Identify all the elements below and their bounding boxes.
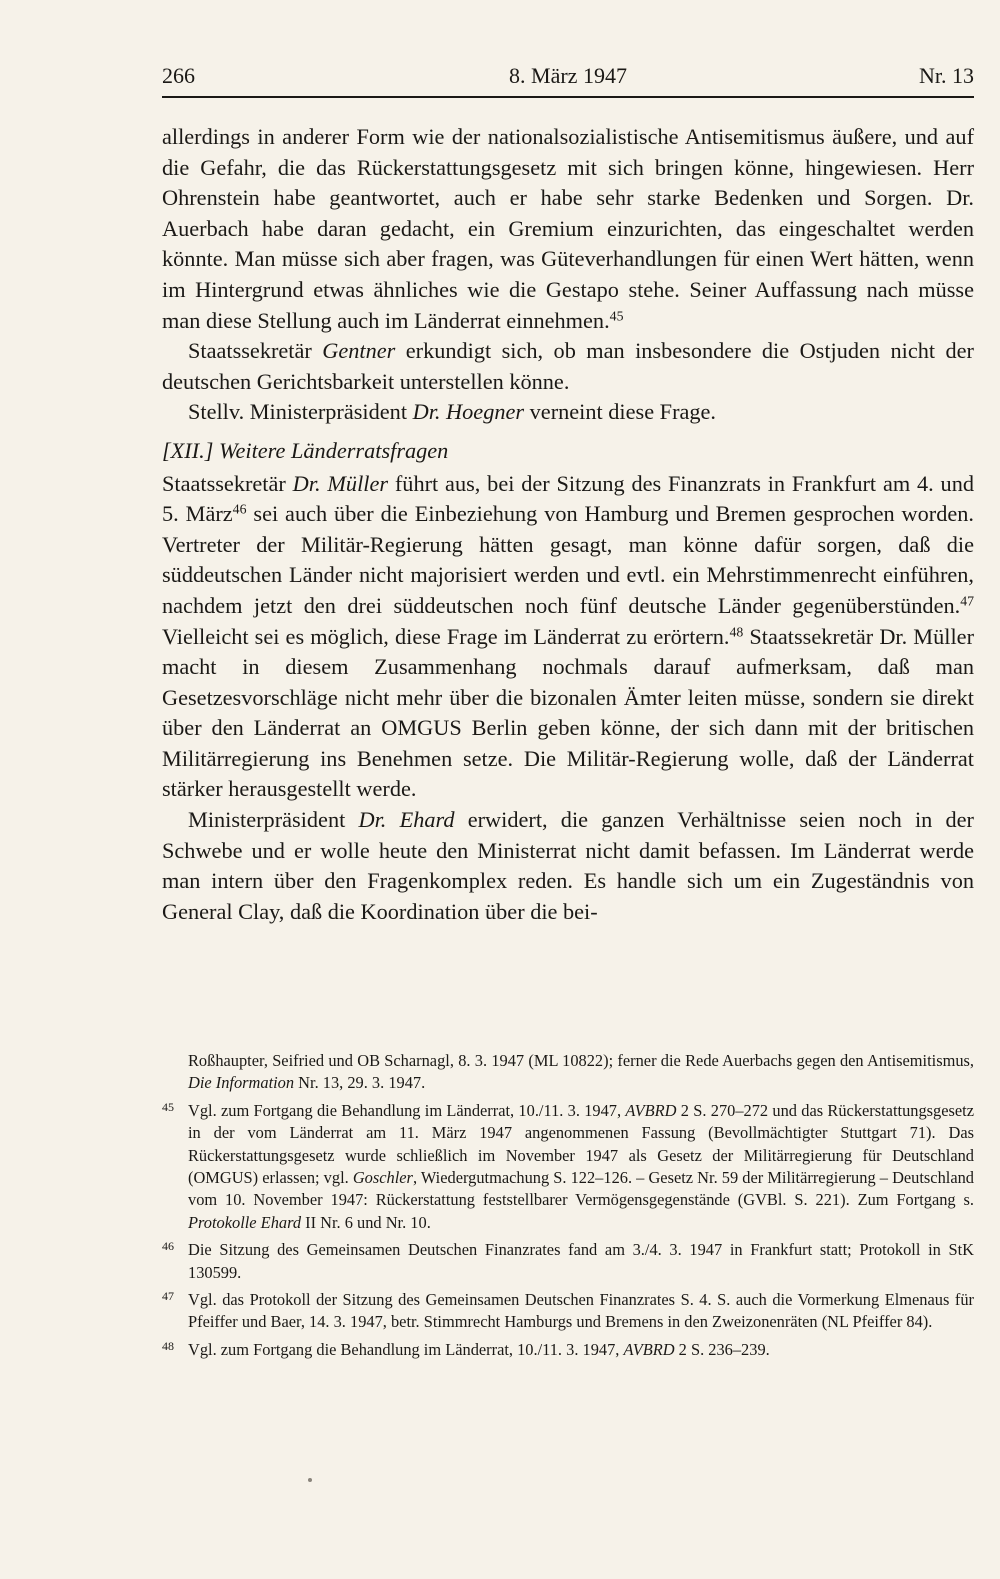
running-header — [162, 63, 974, 95]
text-run: Ministerpräsident — [188, 807, 359, 833]
text-run: verneint diese Frage. — [524, 399, 717, 425]
header-date: 8. März 1947 — [509, 63, 627, 88]
text-run: Die Sitzung des Gemeinsamen Deutschen Finanzrates fand am 3./4. 3. 1947 in Frankfurt statt; Protokoll in StK 130599. — [188, 1240, 974, 1282]
speaker-name: Gentner — [322, 338, 396, 364]
footnote-ref: 45 — [609, 307, 624, 323]
text-run: Vgl. zum Fortgang die Behandlung im Länderrat, 10./11. 3. 1947, — [188, 1339, 624, 1359]
footnote-ref: 46 — [232, 501, 247, 517]
footnote-number: 46 — [162, 1239, 174, 1254]
text-run: Vgl. zum Fortgang die Behandlung im Länderrat, 10./11. 3. 1947, — [188, 1100, 626, 1120]
footnote-ref: 47 — [960, 593, 974, 609]
paragraph — [162, 805, 974, 927]
text-run: erwidert, die ganzen Verhältnisse seien noch in der Schwebe und er wolle heute den Ministerrat nicht damit befassen. Im Länderrat werde man intern über den Fragenkomplex reden. Es handle sich um ein Zugeständnis von General Clay, daß die Koordination über die bei- — [162, 807, 974, 924]
source-title: AVBRD — [625, 1100, 677, 1120]
text-run: Staatssekretär Dr. Müller macht in diesem Zusammenhang nochmals darauf aufmerksam, daß man Gesetzesvorschläge nicht mehr über die bizonalen Ämter leiten müsse, sondern sie direkt über den Länderrat an OMGUS Berlin geben könne, der sich dann mit der britischen Militärregierung ins Benehmen setze. Die Militär-Regierung wolle, daß der Länderrat stärker herausgestellt werde. — [162, 623, 974, 802]
text-run: Roßhaupter, Seifried und OB Scharnagl, 8. 3. 1947 (ML 10822); ferner die Rede Auerbachs gegen den Antisemitismus, — [188, 1051, 974, 1070]
footnote-45 — [162, 1100, 974, 1234]
header-rule — [162, 96, 974, 98]
speaker-name: Dr. Müller — [292, 470, 389, 496]
text-run: Vgl. das Protokoll der Sitzung des Gemeinsamen Deutschen Finanzrates S. 4. S. auch die Vormerkung Elmenaus für Pfeiffer und Baer, 14. 3. 1947, betr. Stimmrecht Hamburgs und Bremens in den Zweizonenräten (NL Pfeiffer 84). — [188, 1290, 974, 1332]
text-run: Staatssekretär — [162, 470, 293, 496]
author-name: Goschler — [352, 1168, 413, 1188]
footnote-48 — [162, 1339, 974, 1361]
paragraph — [162, 122, 974, 336]
text-run: Vielleicht sei es möglich, diese Frage im Länderrat zu erörtern. — [162, 623, 730, 649]
text-run: 2 S. 236–239. — [674, 1339, 770, 1359]
text-run: , Wiedergutmachung S. 122–126. – Gesetz Nr. 59 der Militärregierung – Deutschland vom 10. November 1947: Rückerstattung feststellbarer Vermögensgegenstände (GVBl. S. 221). Zum Fortgang s. — [188, 1168, 974, 1210]
footnote-continuation — [162, 1050, 974, 1095]
footnote-47 — [162, 1289, 974, 1334]
text-run: sei auch über die Einbeziehung von Hamburg und Bremen gesprochen worden. Vertreter der Militär-Regierung hätten gesagt, man könne dafür sorgen, daß die süddeutschen Länder nicht majorisiert werden und evtl. ein Mehrstimmenrecht einführen, nachdem jetzt den drei süddeutschen noch fünf deutsche Länder gegenüberstünden. — [162, 501, 974, 618]
speaker-name: Dr. Ehard — [358, 807, 455, 833]
text-run: Nr. 13, 29. 3. 1947. — [294, 1073, 426, 1093]
source-title: Protokolle Ehard — [188, 1212, 302, 1232]
footnotes — [162, 1050, 974, 1366]
paragraph — [162, 469, 974, 806]
text-run: erkundigt sich, ob man insbesondere die Ostjuden nicht der deutschen Gerichtsbarkeit unterstellen könne. — [162, 338, 974, 394]
main-text — [162, 122, 974, 927]
text-run: führt aus, bei der Sitzung des Finanzrats in Frankfurt am 4. und 5. März — [162, 470, 974, 527]
source-title: Die Information — [188, 1073, 295, 1093]
footnote-number: 48 — [162, 1338, 174, 1353]
footnote-number: 45 — [162, 1099, 174, 1114]
speaker-name: Dr. Hoegner — [412, 399, 525, 425]
paragraph — [162, 336, 974, 397]
text-run: II Nr. 6 und Nr. 10. — [301, 1212, 431, 1232]
footnote-ref: 48 — [729, 623, 744, 639]
text-run: Staatssekretär — [188, 338, 323, 364]
page-number: 266 — [162, 63, 195, 88]
ink-speck — [308, 1478, 312, 1482]
paragraph — [162, 397, 974, 428]
footnote-46 — [162, 1239, 974, 1284]
text-run: Stellv. Ministerpräsident — [188, 399, 413, 425]
source-title: AVBRD — [623, 1339, 675, 1359]
footnote-number: 47 — [162, 1289, 174, 1304]
section-heading: [XII.] Weitere Länderratsfragen — [162, 437, 449, 463]
text-run: 2 S. 270–272 und das Rückerstattungsgesetz in der vom Länderrat am 11. März 1947 angenommenen Fassung (Bevollmächtigter Stuttgart 71). Das Rückerstattungsgesetz wurde schließlich im November 1947 als Gesetz der Militärregierung für Deutschland (OMGUS) erlassen; vgl. — [188, 1100, 974, 1188]
document-number: Nr. 13 — [919, 63, 974, 88]
text-run: allerdings in anderer Form wie der nationalsozialistische Antisemitismus äußere, und auf die Gefahr, die das Rückerstattungsgesetz mit sich bringen könne, hingewiesen. Herr Ohrenstein habe geantwortet, auch er habe sehr starke Bedenken und Sorgen. Dr. Auerbach habe daran gedacht, ein Gremium einzurichten, das eingeschaltet werden könnte. Man müsse sich aber fragen, was Güteverhandlungen für einen Wert hätten, wenn im Hintergrund etwas ähnliches wie die Gestapo stehe. Seiner Auffassung nach müsse man diese Stellung auch im Länderrat einnehmen. — [162, 124, 974, 333]
